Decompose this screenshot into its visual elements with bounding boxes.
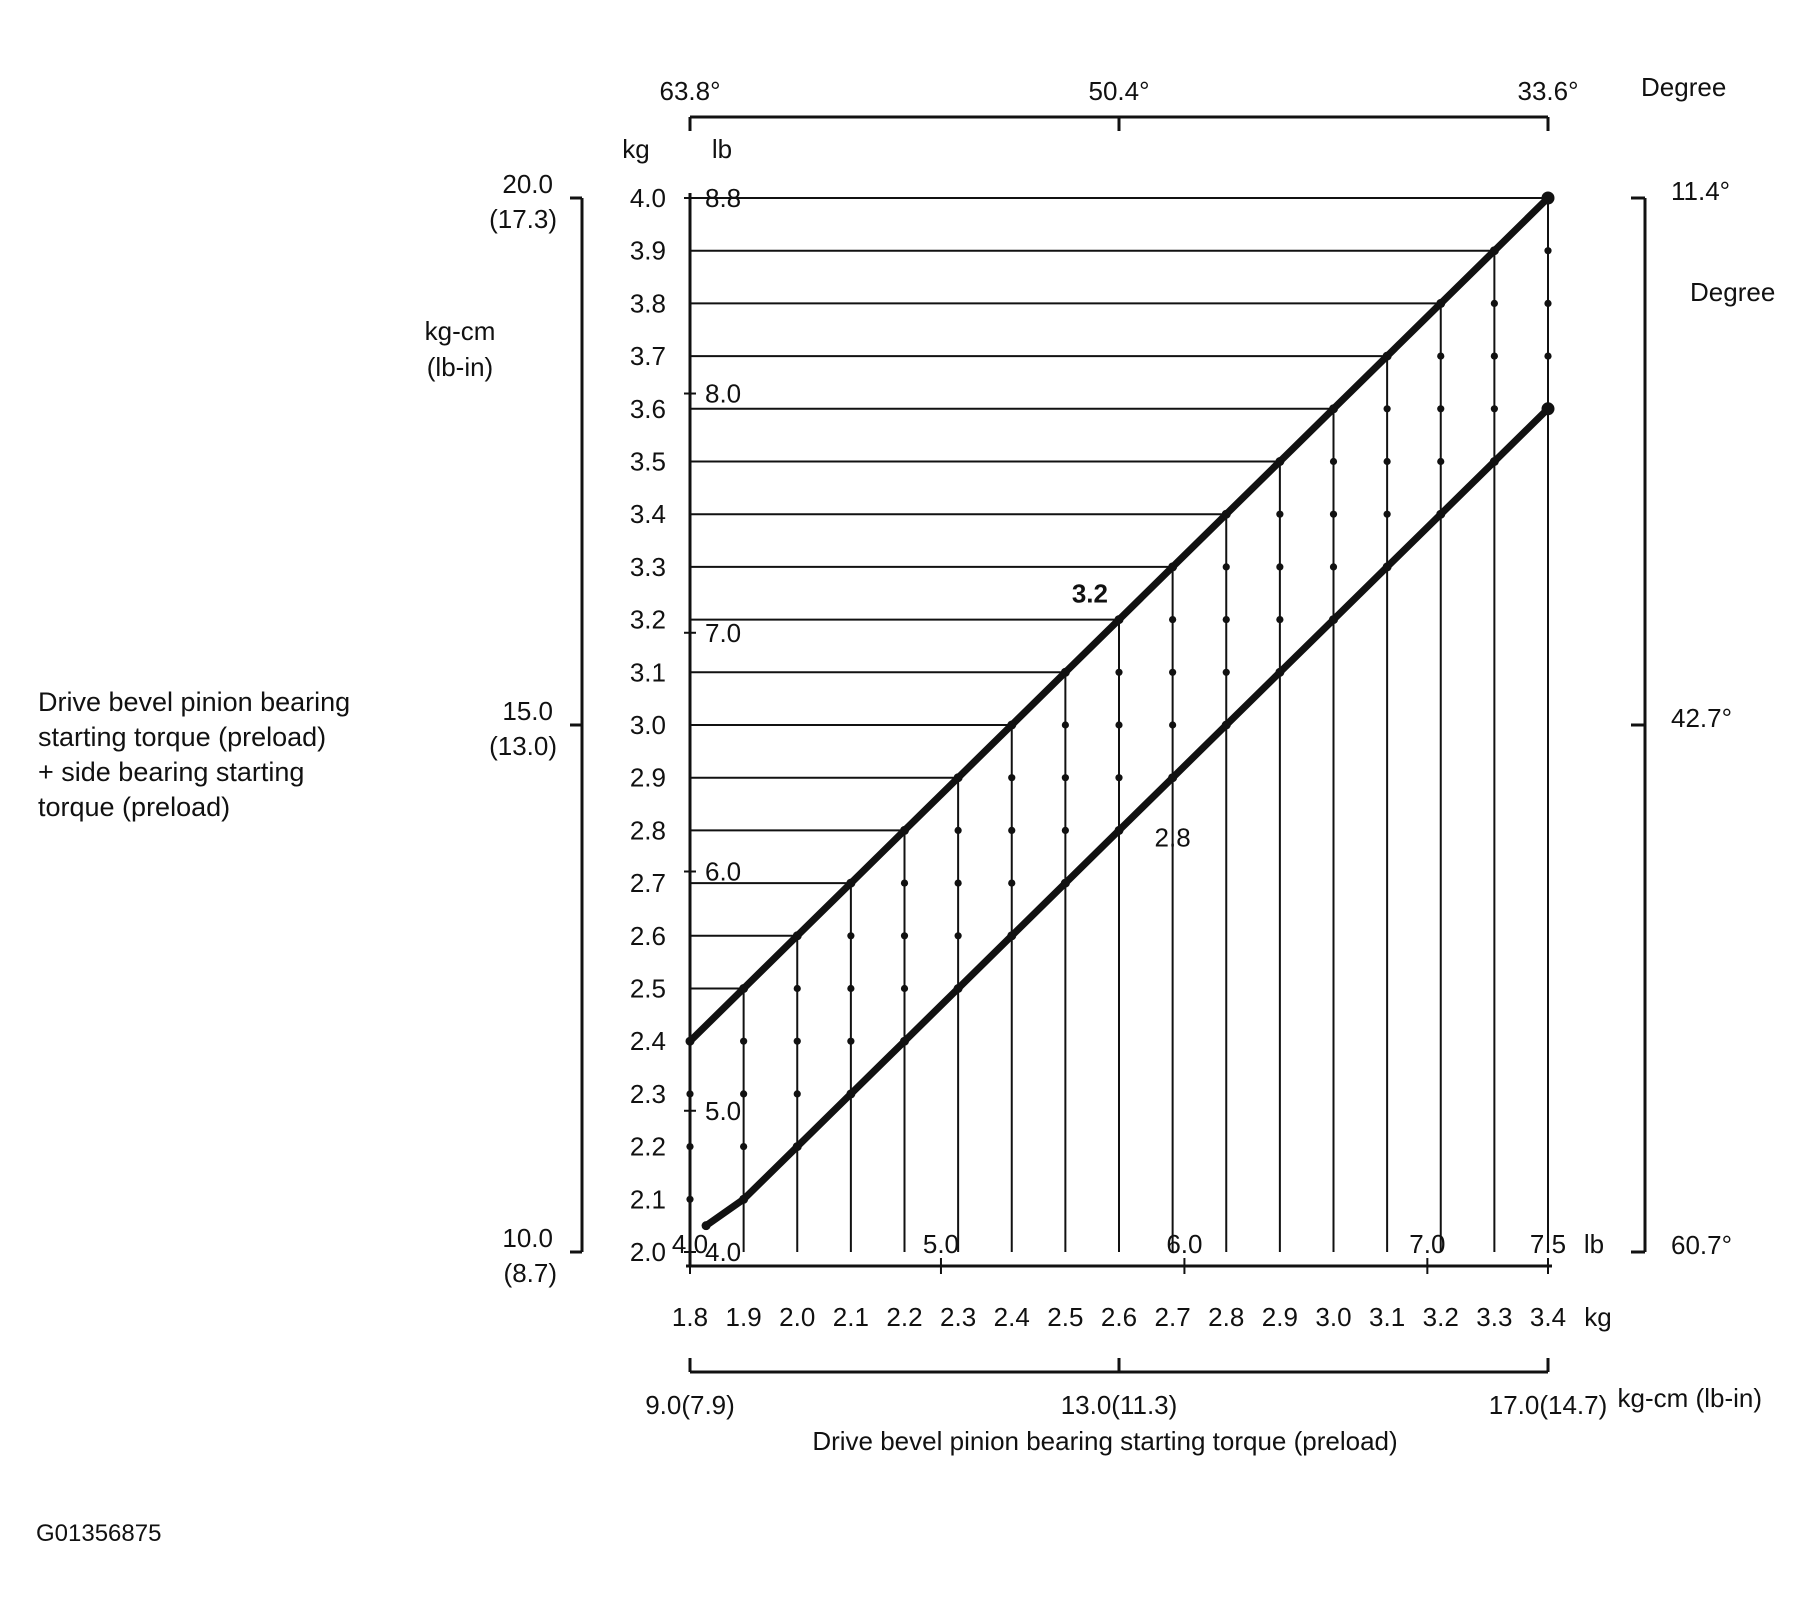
x-tick-label: 2.8 [1208,1302,1245,1332]
y-tick-label: 3.0 [629,710,666,740]
series-point [846,1089,855,1098]
series-point [1115,826,1124,835]
grid-intersection [1008,880,1015,887]
grid-intersection [1276,563,1283,570]
lb-tick-label: 4.0 [705,1237,742,1267]
series-point [900,826,909,835]
grid-intersection [1223,563,1230,570]
grid-intersection [740,1143,747,1150]
series-point [1383,352,1392,361]
x-tick-label: 2.9 [1261,1302,1298,1332]
y-tick-label: 3.3 [629,551,666,582]
kgcm-left-value: 20.0 [502,169,553,199]
grid-intersection [1437,353,1444,360]
series-point [1168,562,1177,571]
y-axis-description-line: + side bearing starting [38,757,305,787]
grid-intersection [1491,405,1498,412]
x-unit-kg: kg [1584,1302,1612,1332]
series-point [900,1037,909,1046]
x-tick-label: 3.4 [1529,1302,1567,1332]
lb-tick-label: 7.0 [705,617,742,648]
y-tick-label: 2.6 [629,920,666,951]
series-point [1275,457,1284,466]
grid-intersection [1169,669,1176,676]
grid-intersection [1276,616,1283,623]
y-tick-label: 3.8 [629,288,666,319]
y-axis-description-line: Drive bevel pinion bearing [38,687,351,717]
kgcm-left-sub: (17.3) [489,204,557,234]
grid-intersection [1223,616,1230,623]
lb-tick-label: 6.0 [705,856,742,887]
degree-top-label: 63.8° [659,76,721,106]
kgcm-unit-left: (lb-in) [426,352,494,382]
series-point [793,931,802,940]
grid-intersection [794,1038,801,1045]
series-point [1329,404,1338,413]
grid-intersection [1544,300,1551,307]
x-tick-label: 3.3 [1476,1302,1513,1332]
y-tick-label: 2.3 [629,1078,666,1109]
series-point [1061,879,1070,888]
x-tick-label: 2.3 [940,1302,977,1332]
series-line [706,409,1548,1226]
grid-intersection [1115,669,1122,676]
series-point [954,773,963,782]
y-tick-label: 3.1 [629,657,666,688]
y-tick-label: 3.5 [629,446,666,477]
grid-intersection [901,932,908,939]
y-axis-description [38,687,350,822]
series-point [739,1195,748,1204]
grid-intersection [955,880,962,887]
series-point [954,984,963,993]
y-tick-label: 2.7 [629,868,666,899]
y-tick-label: 2.5 [629,973,666,1004]
y-tick-label: 2.4 [629,1026,666,1057]
grid-intersection [901,880,908,887]
grid-intersection [794,985,801,992]
series-label: 3.2 [1071,578,1108,609]
series-point [1436,299,1445,308]
x-tick-label: 1.8 [671,1302,709,1332]
series-point [1542,192,1555,205]
series-label: 2.8 [1154,822,1191,853]
y-tick-label: 2.2 [629,1131,666,1162]
grid-intersection [847,932,854,939]
series-point [739,984,748,993]
degree-right-label: 60.7° [1671,1230,1733,1260]
series-point [1542,402,1555,415]
series-point [1490,457,1499,466]
y-tick-label: 4.0 [629,183,666,213]
grid-intersection [847,985,854,992]
degree-unit-top: Degree [1641,72,1727,102]
series-point [846,879,855,888]
kgcm-tick-label: 9.0(7.9) [645,1390,735,1420]
kgcm-left-value: 15.0 [502,696,553,726]
series-point [793,1142,802,1151]
grid-intersection [740,1038,747,1045]
grid-intersection [1384,511,1391,518]
series-point [1115,615,1124,624]
y-tick-label: 2.0 [629,1237,666,1267]
degree-top-label: 50.4° [1088,76,1150,106]
series-point [1329,615,1338,624]
grid-intersection [1115,721,1122,728]
kgcm-unit-bottom: kg-cm (lb-in) [1617,1383,1762,1413]
x-axis-title: Drive bevel pinion bearing starting torque (preload) [812,1426,1398,1456]
lb-tick-label: 8.8 [705,183,742,213]
grid-intersection [1437,405,1444,412]
grid-intersection [1276,511,1283,518]
grid-intersection [1062,774,1069,781]
kgcm-left-sub: (13.0) [489,731,557,761]
kgcm-tick-label: 17.0(14.7) [1488,1390,1608,1420]
lb-tick-label: 7.0 [1409,1229,1446,1259]
y-tick-label: 3.6 [629,393,666,424]
grid-intersection [1169,721,1176,728]
kgcm-left-value: 10.0 [502,1223,553,1253]
degree-unit-right: Degree [1690,277,1776,307]
grid-intersection [1437,458,1444,465]
grid-intersection [1223,669,1230,676]
grid-intersection [1384,458,1391,465]
grid-intersection [1330,458,1337,465]
x-tick-label: 2.2 [886,1302,923,1332]
lb-tick-label: 5.0 [705,1095,742,1126]
y-tick-label: 3.9 [629,235,666,266]
grid-intersection [1330,563,1337,570]
y-tick-label: 3.7 [629,341,666,372]
x-tick-label: 2.1 [832,1302,869,1332]
grid-intersection [1115,774,1122,781]
kgcm-tick-label: 13.0(11.3) [1060,1390,1178,1420]
grid-intersection [955,827,962,834]
y-axis-header-lb: lb [711,134,733,164]
x-tick-label: 3.1 [1369,1302,1406,1332]
y-tick-label: 2.1 [629,1184,666,1215]
x-tick-label: 2.5 [1047,1302,1084,1332]
series-point [1007,931,1016,940]
series-point [1061,668,1070,677]
grid-intersection [1169,616,1176,623]
lb-tick-label: 5.0 [922,1229,960,1259]
grid-intersection [1008,827,1015,834]
series-point [1007,721,1016,730]
lb-tick-label: 8.0 [705,378,742,409]
series-point [1222,510,1231,519]
axes [570,117,1645,1372]
y-tick-label: 2.9 [629,762,666,793]
series-point [1275,668,1284,677]
y-tick-label: 2.8 [629,815,666,846]
lb-tick-label: 6.0 [1166,1229,1203,1259]
lb-tick-label: 7.5 [1529,1229,1567,1259]
grid-intersection [901,985,908,992]
lb-tick-label: 4.0 [671,1229,709,1259]
grid-intersection [847,1038,854,1045]
grid-intersection [1491,353,1498,360]
series-point [1222,721,1231,730]
y-tick-label: 3.2 [629,604,666,635]
x-unit-lb: lb [1583,1229,1605,1259]
x-tick-label: 2.6 [1100,1302,1138,1332]
grid-intersection [1062,721,1069,728]
y-axis-description-line: torque (preload) [38,792,231,822]
y-tick-label: 3.4 [629,499,666,530]
series-point [1383,562,1392,571]
x-tick-label: 1.9 [725,1302,762,1332]
x-tick-label: 3.0 [1315,1302,1352,1332]
series-point [1490,246,1499,255]
x-tick-label: 2.0 [779,1302,816,1332]
degree-top-label: 33.6° [1517,76,1579,106]
labels [425,72,1776,1456]
grid-intersection [794,1090,801,1097]
degree-right-label: 42.7° [1671,703,1733,733]
x-tick-label: 3.2 [1422,1302,1459,1332]
grid-intersection [1330,511,1337,518]
grid-intersection [1384,405,1391,412]
x-tick-label: 2.7 [1154,1302,1191,1332]
series-point [1436,510,1445,519]
grid-intersection [1544,247,1551,254]
grid-intersection [1062,827,1069,834]
y-axis-description-line: starting torque (preload) [38,722,327,752]
x-tick-label: 2.4 [993,1302,1030,1332]
series-point [1168,773,1177,782]
kgcm-left-sub: (8.7) [503,1258,557,1288]
kgcm-unit-left: kg-cm [424,316,496,346]
grid-intersection [1544,353,1551,360]
grid-intersection [955,932,962,939]
degree-right-label: 11.4° [1671,176,1731,206]
y-axis-header-kg: kg [622,134,650,164]
grid-intersection [1008,774,1015,781]
figure-code: G01356875 [36,1520,162,1547]
grid-intersection [1491,300,1498,307]
